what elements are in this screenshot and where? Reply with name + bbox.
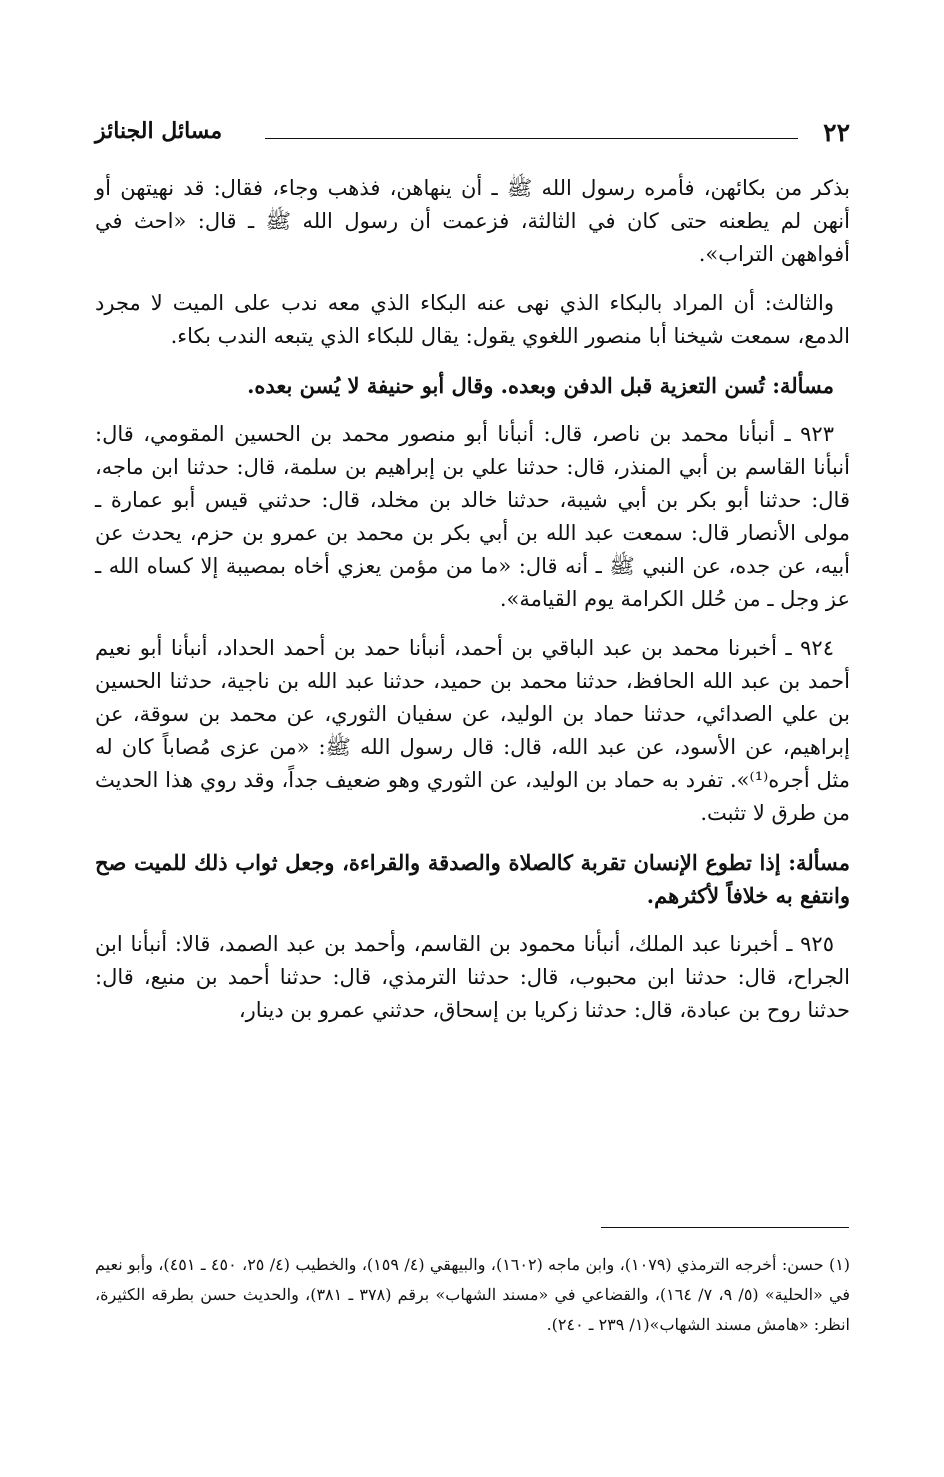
main-text: [95, 172, 850, 1027]
issue-heading-reward: مسألة: إذا تطوع الإنسان تقربة كالصلاة والصدقة والقراءة، وجعل ثواب ذلك للميت صح وانتفع به خلافاً لأكثرهم.: [95, 850, 850, 908]
footnote-separator: [601, 1227, 849, 1228]
issue-heading-condolence: مسألة: تُسن التعزية قبل الدفن وبعده. وقال أبو حنيفة لا يُسن بعده.: [247, 373, 834, 398]
paragraph-third-opinion: والثالث: أن المراد بالبكاء الذي نهى عنه البكاء الذي معه ندب على الميت لا مجرد الدمع، سمعت شيخنا أبا منصور اللغوي يقول: يقال للبكاء الذي يتبعه الندب بكاء.: [95, 291, 850, 348]
running-title: مسائل الجنائز: [95, 118, 223, 144]
footnotes: [95, 1250, 850, 1340]
footnote-1: (١) حسن: أخرجه الترمذي (١٠٧٩)، وابن ماجه (١٦٠٢)، والبيهقي (٤/ ١٥٩)، والخطيب (٤/ ٢٥، ٤٥٠ ـ ٤٥١)، وأبو نعيم في «الحلية» (٥/ ٩، ٧/ ١٦٤)، والقضاعي في «مسند الشهاب» برقم (٣٧٨ ـ ٣٨١)، والحديث حسن بطرقه الكثيرة، انظر: «هامش مسند الشهاب»(١/ ٢٣٩ ـ ٢٤٠).: [95, 1255, 851, 1334]
hadith-924: ٩٢٤ ـ أخبرنا محمد بن عبد الباقي بن أحمد، أنبأنا حمد بن أحمد الحداد، أنبأنا أبو نعيم أحمد بن عبد الله الحافظ، حدثنا محمد بن حميد، حدثنا عبد الله بن ناجية، حدثنا الحسين بن علي الصدائي، حدثنا حماد بن الوليد، عن سفيان الثوري، عن محمد بن سوقة، عن إبراهيم، عن الأسود، عن عبد الله، قال: قال رسول الله ﷺ: «من عزى مُصاباً كان له مثل أجره⁽¹⁾». تفرد به حماد بن الوليد، عن الثوري وهو ضعيف جداً، وقد روي هذا الحديث من طرق لا تثبت.: [95, 636, 851, 825]
header-rule: [265, 138, 798, 139]
page-number: ٢٢: [823, 118, 850, 147]
paragraph-continuation: بذكر من بكائهن، فأمره رسول الله ﷺ ـ أن ينهاهن، فذهب وجاء، فقال: قد نهيتهن أو أنهن لم يطعنه حتى كان في الثالثة، فزعمت أن رسول الله ﷺ ـ قال: «احث في أفواههن التراب».: [95, 176, 850, 266]
hadith-923: ٩٢٣ ـ أنبأنا محمد بن ناصر، قال: أنبأنا أبو منصور محمد بن الحسين المقومي، قال: أنبأنا القاسم بن أبي المنذر، قال: حدثنا علي بن إبراهيم بن سلمة، قال: حدثنا ابن ماجه، قال: حدثنا أبو بكر بن أبي شيبة، حدثنا خالد بن مخلد، قال: حدثني قيس أبو عمارة ـ مولى الأنصار قال: سمعت عبد الله بن أبي بكر بن محمد بن عمرو بن حزم، يحدث عن أبيه، عن جده، عن النبي ﷺ ـ أنه قال: «ما من مؤمن يعزي أخاه بمصيبة إلا كساه الله ـ عز وجل ـ من حُلل الكرامة يوم القيامة».: [95, 422, 850, 611]
page-header: [95, 118, 850, 152]
hadith-925: ٩٢٥ ـ أخبرنا عبد الملك، أنبأنا محمود بن القاسم، وأحمد بن عبد الصمد، قالا: أنبأنا ابن الجراح، قال: حدثنا ابن محبوب، قال: حدثنا الترمذي، قال: حدثنا أحمد بن منيع، قال: حدثنا روح بن عبادة، قال: حدثنا زكريا بن إسحاق، حدثني عمرو بن دينار،: [95, 932, 850, 1022]
